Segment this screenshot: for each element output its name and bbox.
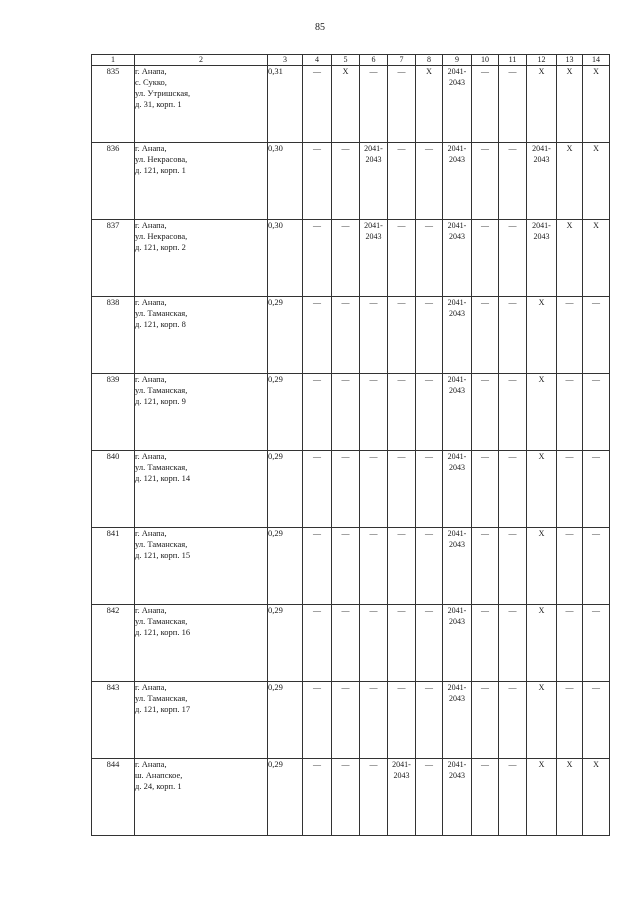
address-line: г. Анапа,: [135, 682, 167, 692]
address-cell: [135, 759, 268, 836]
row-number: 840: [92, 451, 135, 528]
address-line: ул. Таманская,: [135, 462, 188, 472]
row-number: 844: [92, 759, 135, 836]
area-cell: 0,29: [268, 528, 303, 605]
value-cell: —: [360, 451, 388, 528]
value-cell: —: [332, 682, 360, 759]
value-cell: X: [583, 143, 610, 220]
value-cell: —: [416, 220, 443, 297]
value-cell: —: [360, 374, 388, 451]
value-cell: —: [472, 220, 499, 297]
table-row: [92, 451, 610, 528]
value-cell: X: [583, 66, 610, 143]
address-line: д. 121, корп. 8: [135, 319, 186, 329]
address-line: с. Сукко,: [135, 77, 167, 87]
column-header: 13: [557, 55, 583, 66]
address-cell: [135, 605, 268, 682]
address-line: г. Анапа,: [135, 297, 167, 307]
address-line: ул. Таманская,: [135, 616, 188, 626]
value-cell: —: [388, 374, 416, 451]
address-cell: [135, 297, 268, 374]
area-cell: 0,30: [268, 143, 303, 220]
row-number: 843: [92, 682, 135, 759]
value-cell: 2041-2043: [527, 143, 557, 220]
column-header: 14: [583, 55, 610, 66]
value-cell: —: [303, 528, 332, 605]
value-cell: —: [303, 682, 332, 759]
value-cell: —: [557, 451, 583, 528]
value-cell: 2041-2043: [443, 605, 472, 682]
column-header: 6: [360, 55, 388, 66]
value-cell: 2041-2043: [443, 374, 472, 451]
value-cell: 2041-2043: [527, 220, 557, 297]
value-cell: X: [527, 297, 557, 374]
value-cell: —: [499, 528, 527, 605]
address-line: д. 121, корп. 9: [135, 396, 186, 406]
table-row: [92, 759, 610, 836]
value-cell: 2041-2043: [443, 528, 472, 605]
table-row: [92, 528, 610, 605]
value-cell: —: [332, 374, 360, 451]
address-line: д. 121, корп. 1: [135, 165, 186, 175]
value-cell: —: [472, 297, 499, 374]
address-line: ул. Некрасова,: [135, 231, 188, 241]
value-cell: —: [499, 297, 527, 374]
value-cell: —: [332, 759, 360, 836]
value-cell: —: [388, 528, 416, 605]
value-cell: —: [360, 759, 388, 836]
value-cell: X: [332, 66, 360, 143]
address-line: г. Анапа,: [135, 451, 167, 461]
address-cell: [135, 66, 268, 143]
column-header: 7: [388, 55, 416, 66]
value-cell: 2041-2043: [443, 143, 472, 220]
column-header: 1: [92, 55, 135, 66]
value-cell: —: [332, 143, 360, 220]
address-line: д. 24, корп. 1: [135, 781, 182, 791]
address-line: ул. Некрасова,: [135, 154, 188, 164]
value-cell: —: [499, 374, 527, 451]
value-cell: —: [499, 66, 527, 143]
value-cell: —: [332, 528, 360, 605]
value-cell: —: [416, 682, 443, 759]
column-header: 2: [135, 55, 268, 66]
value-cell: X: [416, 66, 443, 143]
column-header: 12: [527, 55, 557, 66]
column-header: 11: [499, 55, 527, 66]
value-cell: —: [332, 297, 360, 374]
value-cell: —: [360, 682, 388, 759]
value-cell: —: [472, 143, 499, 220]
value-cell: —: [583, 528, 610, 605]
value-cell: —: [472, 66, 499, 143]
value-cell: —: [388, 143, 416, 220]
column-header: 4: [303, 55, 332, 66]
value-cell: —: [303, 143, 332, 220]
address-line: ш. Анапское,: [135, 770, 183, 780]
value-cell: —: [416, 451, 443, 528]
value-cell: —: [472, 682, 499, 759]
address-line: ул. Утришская,: [135, 88, 191, 98]
value-cell: —: [416, 528, 443, 605]
value-cell: X: [527, 528, 557, 605]
column-header: 9: [443, 55, 472, 66]
address-line: г. Анапа,: [135, 528, 167, 538]
row-number: 842: [92, 605, 135, 682]
value-cell: —: [472, 451, 499, 528]
address-cell: [135, 374, 268, 451]
value-cell: —: [360, 66, 388, 143]
address-line: д. 121, корп. 15: [135, 550, 191, 560]
column-header: 5: [332, 55, 360, 66]
table-row: [92, 66, 610, 143]
row-number: 838: [92, 297, 135, 374]
area-cell: 0,31: [268, 66, 303, 143]
value-cell: —: [388, 66, 416, 143]
address-line: д. 121, корп. 14: [135, 473, 191, 483]
value-cell: —: [360, 297, 388, 374]
area-cell: 0,29: [268, 451, 303, 528]
value-cell: —: [557, 528, 583, 605]
value-cell: —: [472, 374, 499, 451]
value-cell: 2041-2043: [360, 220, 388, 297]
value-cell: X: [583, 220, 610, 297]
table-row: [92, 374, 610, 451]
address-cell: [135, 682, 268, 759]
row-number: 837: [92, 220, 135, 297]
value-cell: 2041-2043: [360, 143, 388, 220]
value-cell: X: [527, 682, 557, 759]
area-cell: 0,29: [268, 374, 303, 451]
area-cell: 0,29: [268, 297, 303, 374]
column-header: 8: [416, 55, 443, 66]
address-line: ул. Таманская,: [135, 308, 188, 318]
area-cell: 0,29: [268, 759, 303, 836]
value-cell: X: [527, 451, 557, 528]
value-cell: X: [583, 759, 610, 836]
value-cell: —: [388, 297, 416, 374]
value-cell: —: [557, 297, 583, 374]
value-cell: X: [527, 605, 557, 682]
value-cell: 2041-2043: [443, 66, 472, 143]
row-number: 835: [92, 66, 135, 143]
registry-table: [91, 54, 610, 836]
table-row: [92, 143, 610, 220]
address-line: г. Анапа,: [135, 374, 167, 384]
area-cell: 0,30: [268, 220, 303, 297]
table-row: [92, 297, 610, 374]
value-cell: —: [499, 143, 527, 220]
value-cell: —: [416, 605, 443, 682]
address-line: г. Анапа,: [135, 759, 167, 769]
value-cell: —: [360, 528, 388, 605]
table-row: [92, 682, 610, 759]
address-line: г. Анапа,: [135, 143, 167, 153]
value-cell: —: [499, 451, 527, 528]
value-cell: —: [332, 451, 360, 528]
area-cell: 0,29: [268, 605, 303, 682]
value-cell: —: [388, 451, 416, 528]
address-cell: [135, 528, 268, 605]
value-cell: —: [557, 374, 583, 451]
value-cell: —: [557, 605, 583, 682]
value-cell: —: [499, 759, 527, 836]
area-cell: 0,29: [268, 682, 303, 759]
value-cell: —: [303, 605, 332, 682]
value-cell: —: [416, 759, 443, 836]
value-cell: —: [303, 297, 332, 374]
value-cell: —: [583, 605, 610, 682]
value-cell: —: [583, 297, 610, 374]
value-cell: —: [472, 759, 499, 836]
value-cell: —: [388, 682, 416, 759]
value-cell: 2041-2043: [443, 220, 472, 297]
address-line: д. 31, корп. 1: [135, 99, 182, 109]
value-cell: 2041-2043: [443, 451, 472, 528]
table-header-row: [92, 55, 610, 66]
value-cell: —: [583, 682, 610, 759]
value-cell: —: [332, 220, 360, 297]
value-cell: —: [416, 374, 443, 451]
address-line: д. 121, корп. 2: [135, 242, 186, 252]
value-cell: X: [557, 143, 583, 220]
value-cell: —: [303, 220, 332, 297]
table-body: [92, 66, 610, 836]
table-row: [92, 605, 610, 682]
value-cell: —: [472, 528, 499, 605]
value-cell: X: [527, 66, 557, 143]
value-cell: —: [360, 605, 388, 682]
value-cell: X: [527, 759, 557, 836]
address-cell: [135, 451, 268, 528]
address-line: д. 121, корп. 17: [135, 704, 191, 714]
row-number: 839: [92, 374, 135, 451]
value-cell: —: [416, 297, 443, 374]
value-cell: —: [499, 682, 527, 759]
value-cell: X: [557, 66, 583, 143]
value-cell: X: [557, 759, 583, 836]
value-cell: —: [583, 374, 610, 451]
column-header: 10: [472, 55, 499, 66]
value-cell: —: [472, 605, 499, 682]
value-cell: —: [332, 605, 360, 682]
value-cell: 2041-2043: [443, 759, 472, 836]
value-cell: X: [557, 220, 583, 297]
address-line: ул. Таманская,: [135, 539, 188, 549]
value-cell: —: [557, 682, 583, 759]
value-cell: X: [527, 374, 557, 451]
value-cell: 2041-2043: [443, 297, 472, 374]
column-header: 3: [268, 55, 303, 66]
address-cell: [135, 220, 268, 297]
value-cell: —: [499, 605, 527, 682]
value-cell: —: [303, 759, 332, 836]
value-cell: 2041-2043: [388, 759, 416, 836]
address-line: г. Анапа,: [135, 66, 167, 76]
address-line: ул. Таманская,: [135, 693, 188, 703]
page-number: 85: [315, 22, 325, 33]
value-cell: —: [499, 220, 527, 297]
value-cell: —: [303, 451, 332, 528]
value-cell: —: [416, 143, 443, 220]
value-cell: —: [388, 605, 416, 682]
address-line: г. Анапа,: [135, 220, 167, 230]
row-number: 836: [92, 143, 135, 220]
table-row: [92, 220, 610, 297]
value-cell: —: [303, 374, 332, 451]
value-cell: —: [583, 451, 610, 528]
address-cell: [135, 143, 268, 220]
address-line: г. Анапа,: [135, 605, 167, 615]
value-cell: —: [303, 66, 332, 143]
value-cell: —: [388, 220, 416, 297]
address-line: д. 121, корп. 16: [135, 627, 191, 637]
value-cell: 2041-2043: [443, 682, 472, 759]
address-line: ул. Таманская,: [135, 385, 188, 395]
row-number: 841: [92, 528, 135, 605]
